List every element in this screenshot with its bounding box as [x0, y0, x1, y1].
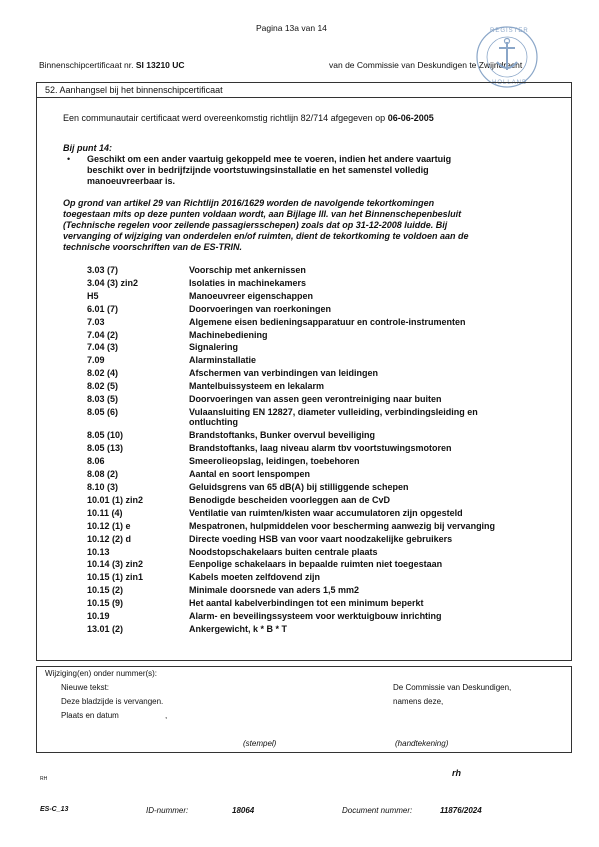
deficiency-description — [189, 330, 554, 340]
deficiency-description — [189, 394, 554, 404]
deficiency-description — [189, 443, 554, 453]
deficiency-code: 8.10 (3) — [87, 482, 119, 492]
description-line: Vulaansluiting EN 12827, diameter vulleiding, verbindingsleiding en — [189, 406, 478, 417]
page-number: Pagina 13a van 14 — [256, 23, 327, 33]
deficiency-code: 10.15 (2) — [87, 585, 124, 596]
deficiency-code: 7.09 — [87, 355, 105, 366]
deficiency-description — [189, 304, 554, 314]
deficiency-code: 7.04 (3) — [87, 342, 119, 353]
bullet-text — [87, 154, 451, 187]
deficiency-code: 10.19 — [87, 611, 110, 621]
section-title: 52. Aanhangsel bij het binnenschipcertificaat — [45, 85, 223, 95]
deficiency-description — [189, 407, 554, 427]
stamp-top-text: REGISTER — [490, 28, 529, 34]
deficiency-code: 10.11 (4) — [87, 507, 123, 518]
deficiency-description — [189, 547, 554, 557]
place-date-label: Plaats en datum — [61, 711, 119, 720]
deficiency-code: 6.01 (7) — [87, 303, 119, 314]
signature-label: (handtekening) — [395, 739, 449, 748]
description-line: Brandstoftanks, Bunker overvul beveiliging — [189, 430, 376, 441]
deficiency-description — [189, 482, 554, 492]
description-line: Brandstoftanks, laag niveau alarm tbv voortstuwingsmotoren — [189, 443, 452, 454]
description-line: Machinebediening — [189, 329, 268, 340]
article-line: toegestaan mits op deze punten voldaan wordt, aan Bijlage III. van het Binnenschepenbesluit — [63, 209, 462, 219]
article-paragraph — [63, 198, 568, 253]
deficiency-code: 10.01 (1) zin2 — [87, 494, 144, 505]
deficiency-description — [189, 278, 554, 288]
section-header — [37, 83, 571, 98]
signature-section — [36, 666, 572, 753]
description-line: Geluidsgrens van 65 dB(A) bij stilliggende schepen — [189, 482, 409, 492]
point-heading: Bij punt 14: — [63, 143, 112, 153]
description-line: Kabels moeten zelfdovend zijn — [189, 572, 321, 583]
deficiency-code: 10.12 (2) d — [87, 533, 132, 544]
deficiency-description — [189, 624, 554, 634]
deficiency-code: 8.05 (10) — [87, 430, 124, 441]
deficiency-code: 8.03 (5) — [87, 394, 119, 404]
intro-paragraph — [63, 113, 434, 123]
deficiency-description — [189, 508, 554, 518]
certificate-value: SI 13210 UC — [135, 60, 185, 70]
bullet-icon: • — [67, 154, 71, 164]
deficiency-description — [189, 469, 554, 479]
place-date-comma: , — [165, 711, 168, 720]
description-line: Afschermen van verbindingen van leidingen — [189, 368, 379, 379]
appendix-section — [36, 82, 572, 661]
deficiency-code: 10.13 — [87, 546, 110, 557]
description-line: Ventilatie van ruimten/kisten waar accumulatoren zijn opgesteld — [189, 507, 463, 518]
deficiency-description — [189, 381, 554, 391]
on-behalf-label: namens deze, — [393, 697, 444, 706]
deficiency-code: 13.01 (2) — [87, 623, 124, 634]
deficiency-description — [189, 342, 554, 352]
deficiency-code: 3.04 (3) zin2 — [87, 277, 139, 288]
deficiency-code: 10.14 (3) zin2 — [87, 559, 144, 570]
deficiency-description — [189, 430, 554, 440]
deficiency-description — [189, 521, 554, 531]
rh-mark: RH — [40, 776, 48, 782]
changes-label: Wijziging(en) onder nummer(s): — [45, 669, 158, 678]
deficiency-code: 8.02 (5) — [87, 381, 119, 392]
deficiency-description — [189, 291, 554, 301]
deficiency-description — [189, 534, 554, 544]
description-line: Aantal en soort lenspompen — [189, 469, 311, 480]
intro-text: Een communautair certificaat werd overeenkomstig richtlijn 82/714 afgegeven op — [63, 113, 386, 123]
deficiency-description — [189, 317, 554, 327]
deficiency-description — [189, 265, 554, 275]
article-line: Op grond van artikel 29 van Richtlijn 2016/1629 worden de navolgende tekortkomingen — [63, 198, 435, 208]
deficiency-code: 7.03 — [87, 316, 105, 327]
id-label: ID-nummer: — [146, 806, 189, 815]
description-line: Doorvoeringen van roerkoningen — [189, 303, 332, 314]
description-line: Noodstopschakelaars buiten centrale plaats — [189, 546, 378, 557]
deficiency-code: 10.15 (9) — [87, 598, 124, 609]
deficiency-code: 10.12 (1) e — [87, 520, 131, 531]
description-line: Minimale doorsnede van aders 1,5 mm2 — [189, 585, 360, 596]
description-line: ontluchting — [189, 416, 238, 427]
deficiency-description — [189, 598, 554, 608]
description-line: Ankergewicht, k * B * T — [189, 623, 288, 634]
form-code: ES-C_13 — [40, 806, 69, 813]
deficiency-description — [189, 585, 554, 595]
article-line: (Technische regelen voor zeilende passagiersschepen) zoals dat op 31-12-2008 luidde. Bij — [63, 220, 448, 230]
description-line: Isolaties in machinekamers — [189, 277, 307, 288]
certificate-number — [39, 60, 185, 70]
document-number-label: Document nummer: — [342, 806, 413, 815]
deficiency-description — [189, 611, 554, 621]
commission-name: van de Commissie van Deskundigen te Zwijndrecht — [329, 60, 523, 70]
description-line: Manoeuvreer eigenschappen — [189, 290, 314, 301]
description-line: Mespatronen, hulpmiddelen voor bescherming aanwezig bij vervanging — [189, 520, 496, 531]
commission-signature-label: De Commissie van Deskundigen, — [393, 683, 512, 692]
deficiency-code: 8.08 (2) — [87, 469, 119, 480]
deficiency-description — [189, 355, 554, 365]
certificate-label: Binnenschipcertificaat nr. — [39, 60, 134, 70]
deficiency-description — [189, 456, 554, 466]
deficiency-code: 10.15 (1) zin1 — [87, 572, 144, 583]
description-line: Smeerolieopslag, leidingen, toebehoren — [189, 456, 360, 467]
deficiency-code: 7.04 (2) — [87, 329, 119, 340]
description-line: Algemene eisen bedieningsapparatuur en controle-instrumenten — [189, 316, 466, 327]
description-line: Voorschip met ankernissen — [189, 265, 306, 275]
description-line: Benodigde bescheiden voorleggen aan de CvD — [189, 494, 391, 505]
article-line: technische voorschriften van de ES-TRIN. — [63, 242, 243, 252]
deficiency-code: 8.05 (13) — [87, 443, 124, 454]
description-line: Het aantal kabelverbindingen tot een minimum beperkt — [189, 598, 424, 609]
deficiency-code: 8.02 (4) — [87, 368, 119, 379]
deficiency-code: 8.06 — [87, 456, 105, 467]
stamp-label: (stempel) — [243, 739, 277, 748]
deficiency-description — [189, 572, 554, 582]
description-line: Eenpolige schakelaars in bepaalde ruimten niet toegestaan — [189, 559, 443, 570]
id-value: 18064 — [232, 806, 255, 815]
deficiency-description — [189, 559, 554, 569]
bullet-line: Geschikt om een ander vaartuig gekoppeld mee te voeren, indien het andere vaartuig — [87, 154, 452, 164]
stamp-bottom-text: HOLLAND — [492, 80, 528, 86]
replaced-label: Deze bladzijde is vervangen. — [61, 697, 164, 706]
description-line: Directe voeding HSB van voor vaart noodzakelijke gebruikers — [189, 533, 453, 544]
bullet-line: beschikt over in bedrijfzijnde voortstuwingsinstallatie en het samenstel volledig — [87, 165, 429, 175]
new-text-label: Nieuwe tekst: — [61, 683, 110, 692]
description-line: Alarminstallatie — [189, 355, 257, 366]
description-line: Alarm- en beveilingssysteem voor werktuigbouw inrichting — [189, 611, 442, 621]
initials: rh — [452, 768, 461, 778]
description-line: Signalering — [189, 342, 239, 353]
deficiency-code: 8.05 (6) — [87, 406, 119, 417]
deficiency-description — [189, 495, 554, 505]
deficiency-code: H5 — [87, 290, 99, 301]
deficiency-description — [189, 368, 554, 378]
deficiency-code: 3.03 (7) — [87, 265, 119, 275]
article-line: vervanging of wijziging van onderdelen en/of ruimten, dient de tekortkoming te voldoen aan de — [63, 231, 469, 241]
intro-date: 06-06-2005 — [387, 113, 434, 123]
description-line: Doorvoeringen van assen geen verontreiniging naar buiten — [189, 394, 442, 404]
description-line: Mantelbuissysteem en lekalarm — [189, 381, 325, 392]
bullet-line: manoeuvreerbaar is. — [87, 176, 176, 186]
document-number-value: 11876/2024 — [440, 806, 482, 815]
